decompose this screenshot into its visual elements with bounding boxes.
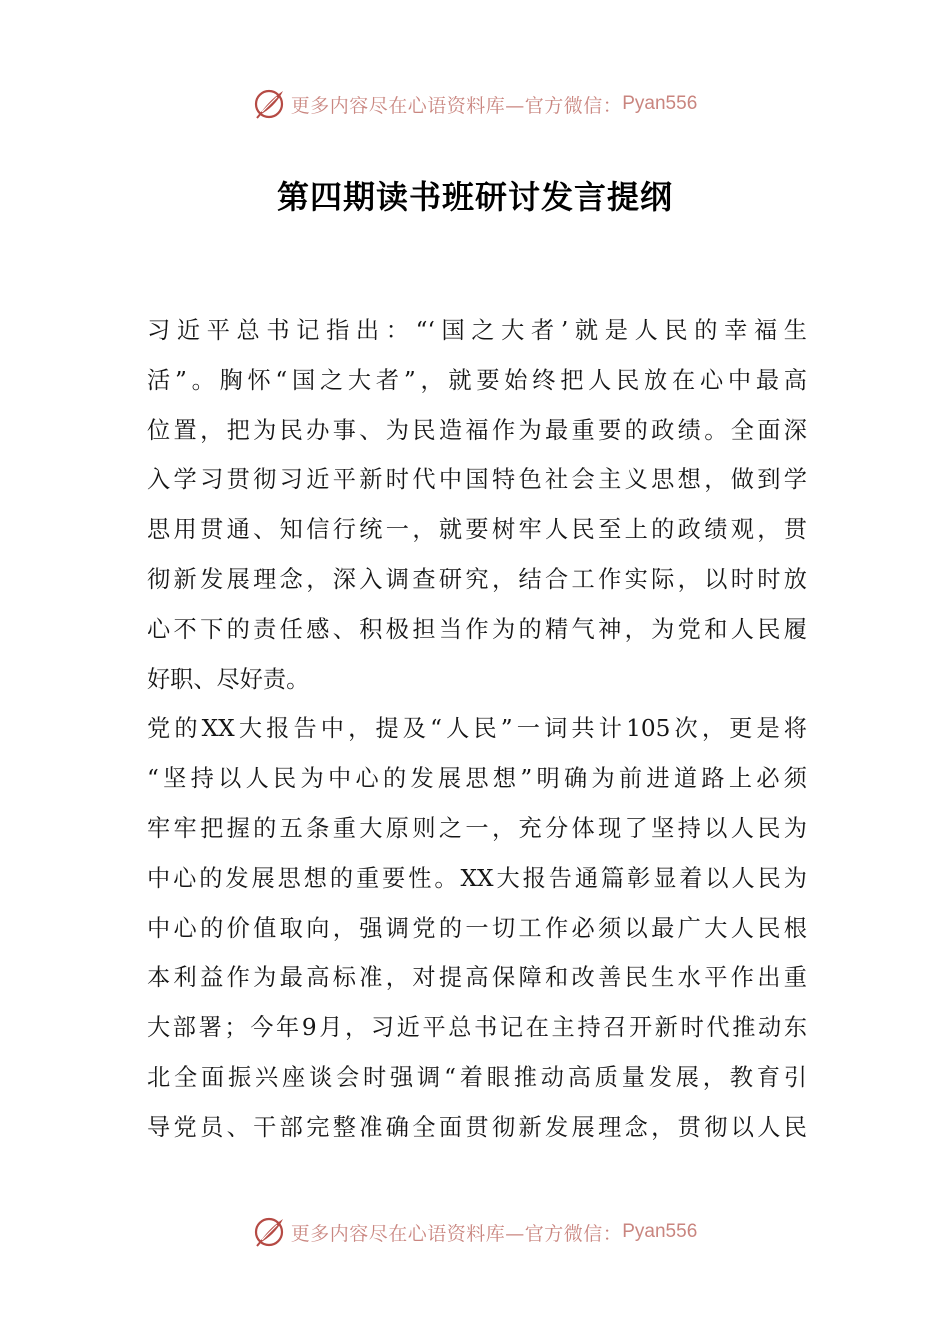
text-line: 党的XX大报告中，提及“人民”一词共计105次，更是将 (147, 715, 807, 743)
text-line: “坚持以人民为中心的发展思想”明确为前进道路上必须 (147, 765, 807, 793)
banner-text: 更多内容尽在心语资料库—官方微信： (290, 1222, 623, 1245)
quill-logo-icon (253, 1215, 287, 1249)
text-line: 导党员、干部完整准确全面贯彻新发展理念，贯彻以人民 (147, 1113, 807, 1141)
text-line: 心不下的责任感、积极担当作为的精气神，为党和人民履 (147, 615, 807, 643)
quill-logo-icon (253, 87, 287, 121)
text-line: 北全面振兴座谈会时强调“着眼推动高质量发展，教育引 (147, 1063, 807, 1091)
text-line: 彻新发展理念，深入调查研究，结合工作实际，以时时放 (147, 565, 807, 593)
header-banner (0, 84, 950, 124)
text-line: 好职、尽好责。 (147, 665, 310, 693)
text-line: 牢牢把握的五条重大原则之一，充分体现了坚持以人民为 (147, 814, 807, 842)
text-line: 入学习贯彻习近平新时代中国特色社会主义思想，做到学 (147, 466, 807, 494)
banner-text: 更多内容尽在心语资料库—官方微信： (290, 94, 623, 117)
text-line: 本利益作为最高标准，对提高保障和改善民生水平作出重 (147, 964, 807, 992)
text-line: 思用贯通、知信行统一，就要树牢人民至上的政绩观，贯 (147, 516, 807, 544)
text-line: 中心的发展思想的重要性。XX大报告通篇彰显着以人民为 (147, 864, 807, 892)
banner-wechat-id: Pyan556 (622, 1221, 698, 1242)
text-line: 中心的价值取向，强调党的一切工作必须以最广大人民根 (147, 914, 807, 942)
text-line: 大部署；今年9月，习近平总书记在主持召开新时代推动东 (147, 1014, 807, 1042)
footer-banner (0, 1212, 950, 1252)
text-line: 习近平总书记指出：“‘国之大者’就是人民的幸福生 (147, 317, 807, 344)
document-title: 第四期读书班研讨发言提纲 (276, 178, 673, 216)
text-line: 活”。胸怀“国之大者”，就要始终把人民放在心中最高 (147, 366, 807, 394)
document-body (147, 306, 807, 1153)
text-line: 位置，把为民办事、为民造福作为最重要的政绩。全面深 (147, 416, 807, 444)
banner-wechat-id: Pyan556 (622, 93, 698, 114)
